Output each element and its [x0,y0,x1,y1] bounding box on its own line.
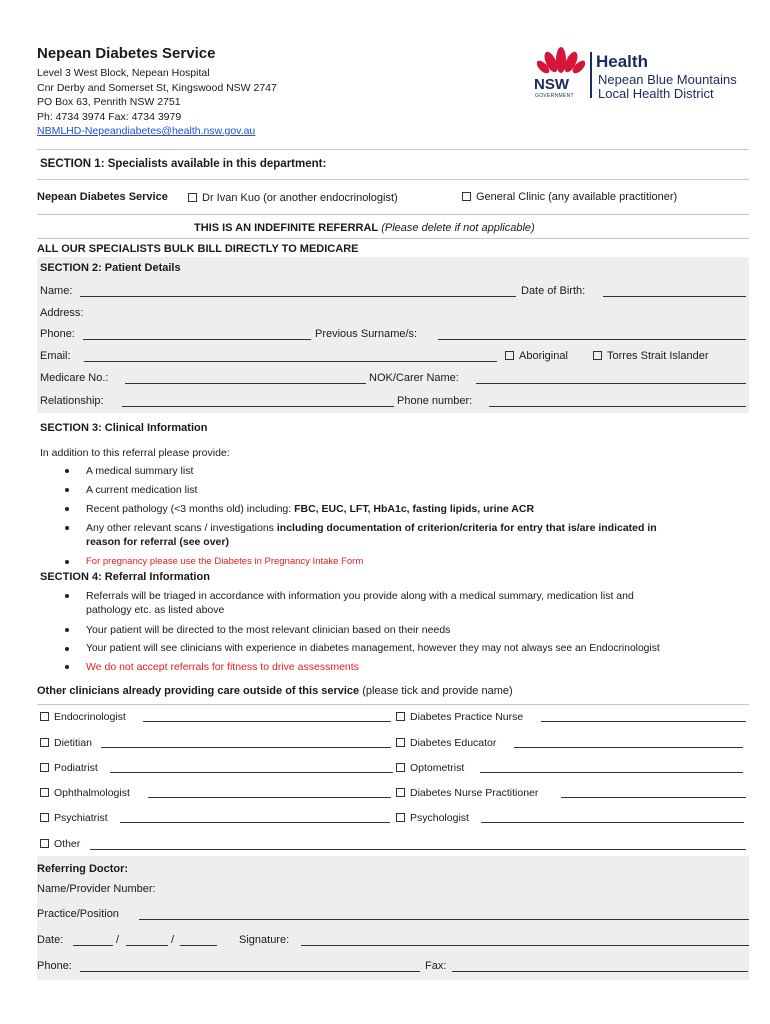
checkbox[interactable] [396,788,405,797]
list-item-continued: pathology etc. as listed above [86,604,225,616]
phone-field[interactable] [83,330,311,340]
date-day-field[interactable] [73,936,113,946]
clinician-name-field[interactable] [514,738,743,748]
clinician-nurse-practitioner[interactable]: Diabetes Nurse Practitioner [396,787,538,799]
fax-field[interactable] [452,962,748,972]
list-item: A current medication list [86,484,198,496]
divider [37,179,749,180]
list-item-continued: reason for referral (see over) [86,536,229,548]
section2-title: SECTION 2: Patient Details [40,262,181,274]
bullet-icon [65,665,69,669]
dob-label: Date of Birth: [521,285,586,297]
clinician-optometrist[interactable]: Optometrist [396,762,464,774]
logo-district-line-1: Nepean Blue Mountains [598,72,737,87]
date-month-field[interactable] [126,936,168,946]
checkbox[interactable] [40,788,49,797]
list-item: Referrals will be triaged in accordance with information you provide along with a medical summary, medication list and [86,590,634,602]
checkbox[interactable] [593,351,602,360]
logo-district-line-2: Local Health District [598,86,714,101]
name-label: Name: [40,285,73,297]
clinician-psychologist[interactable]: Psychologist [396,812,469,824]
checkbox[interactable] [396,712,405,721]
carer-phone-field[interactable] [489,397,746,407]
government-label: GOVERNMENT [535,93,574,99]
list-item: Recent pathology (<3 months old) including: FBC, EUC, LFT, HbA1c, fasting lipids, urine ACR [86,503,535,515]
bullet-icon [65,560,69,564]
carer-phone-label: Phone number: [397,395,473,407]
clinician-name-field[interactable] [148,788,391,798]
medicare-label: Medicare No.: [40,372,109,384]
clinicians-title: Other clinicians already providing care outside of this service (please tick and provide name) [37,685,513,697]
checkbox[interactable] [396,738,405,747]
date-separator: / [116,934,120,946]
list-item: Your patient will see clinicians with experience in diabetes management, however they may not always see an Endocrinologist [86,643,660,654]
clinician-name-field[interactable] [101,738,391,748]
phone-fax-line: Ph: 4734 3974 Fax: 4734 3979 [37,110,182,123]
doctor-phone-label: Phone: [37,960,72,972]
nok-label: NOK/Carer Name: [369,372,459,384]
option-dr-kuo[interactable]: Dr Ivan Kuo (or another endocrinologist) [188,192,398,204]
medicare-field[interactable] [125,374,366,384]
clinician-podiatrist[interactable]: Podiatrist [40,762,98,774]
address-line-2: Cnr Derby and Somerset St, Kingswood NSW 2747 [37,81,277,94]
torres-strait-option[interactable]: Torres Strait Islander [593,350,708,362]
bullet-icon [65,488,69,492]
previous-surname-label: Previous Surname/s: [315,328,418,340]
checkbox[interactable] [40,813,49,822]
relationship-field[interactable] [122,397,394,407]
service-title: Nepean Diabetes Service [37,45,216,62]
checkbox[interactable] [40,839,49,848]
email-link[interactable]: NBMLHD-Nepeandiabetes@health.nsw.gov.au [37,125,256,137]
clinician-name-field[interactable] [110,763,393,773]
bulk-bill-note: ALL OUR SPECIALISTS BULK BILL DIRECTLY TO MEDICARE [37,243,359,255]
email-label: Email: [40,350,71,362]
divider [37,214,749,215]
waratah-logo-icon [537,46,585,76]
address-label: Address: [40,307,84,319]
address-line-1: Level 3 West Block, Nepean Hospital [37,67,210,79]
clinician-name-field[interactable] [481,813,744,823]
clinician-name-field[interactable] [480,763,743,773]
checkbox[interactable] [396,813,405,822]
previous-surname-field[interactable] [438,330,746,340]
clinician-practice-nurse[interactable]: Diabetes Practice Nurse [396,711,523,723]
checkbox[interactable] [505,351,514,360]
date-separator: / [171,934,175,946]
bullet-icon [65,628,69,632]
practice-label: Practice/Position [37,908,119,920]
logo-health: Health [596,52,648,71]
bullet-icon [65,647,69,651]
section3-intro: In addition to this referral please provide: [40,447,230,459]
practice-field[interactable] [139,910,749,920]
relationship-label: Relationship: [40,395,104,407]
clinician-endocrinologist[interactable]: Endocrinologist [40,711,126,723]
clinician-other[interactable]: Other [40,838,80,850]
checkbox[interactable] [40,763,49,772]
section1-title: SECTION 1: Specialists available in this department: [40,158,327,170]
dob-field[interactable] [603,287,746,297]
referring-doctor-title: Referring Doctor: [37,863,129,875]
nsw-logo-text: NSW [534,76,569,93]
doctor-phone-field[interactable] [80,962,420,972]
service-label: Nepean Diabetes Service [37,191,168,203]
pregnancy-note: For pregnancy please use the Diabetes in Pregnancy Intake Form [86,556,364,567]
clinician-name-field[interactable] [541,712,746,722]
checkbox[interactable] [396,763,405,772]
fitness-drive-note: We do not accept referrals for fitness to drive assessments [86,661,359,673]
list-item: Your patient will be directed to the most relevant clinician based on their needs [86,624,451,636]
phone-label: Phone: [40,328,75,340]
list-item: Any other relevant scans / investigations including documentation of criterion/criteria for entry that is/are indicated in [86,522,657,534]
divider [37,238,749,239]
date-year-field[interactable] [180,936,217,946]
bullet-icon [65,469,69,473]
provider-number-label: Name/Provider Number: [37,883,156,895]
aboriginal-option[interactable]: Aboriginal [505,350,568,362]
nok-field[interactable] [476,374,746,384]
name-field[interactable] [80,287,516,297]
bullet-icon [65,594,69,598]
clinician-name-field[interactable] [561,788,746,798]
clinician-ophthalmologist[interactable]: Ophthalmologist [40,787,130,799]
bullet-icon [65,526,69,530]
checkbox[interactable] [462,192,471,201]
clinician-psychiatrist[interactable]: Psychiatrist [40,812,108,824]
signature-field[interactable] [301,936,749,946]
list-item: A medical summary list [86,465,194,477]
clinician-other-field[interactable] [90,840,746,850]
clinician-dietitian[interactable]: Dietitian [40,737,92,749]
address-line-3: PO Box 63, Penrith NSW 2751 [37,96,181,108]
checkbox[interactable] [40,738,49,747]
bullet-icon [65,507,69,511]
fax-label: Fax: [425,960,447,972]
divider [37,704,749,705]
logo-divider [590,52,592,98]
signature-label: Signature: [239,934,290,946]
date-label: Date: [37,934,64,946]
clinician-name-field[interactable] [120,813,390,823]
clinician-name-field[interactable] [143,712,391,722]
clinician-educator[interactable]: Diabetes Educator [396,737,496,749]
email-field[interactable] [84,352,497,362]
section3-title: SECTION 3: Clinical Information [40,422,208,434]
divider [37,149,749,150]
checkbox[interactable] [188,193,197,202]
checkbox[interactable] [40,712,49,721]
section4-title: SECTION 4: Referral Information [40,571,210,583]
option-general-clinic[interactable]: General Clinic (any available practitioner) [462,191,677,203]
indefinite-referral-note: THIS IS AN INDEFINITE REFERRAL (Please delete if not applicable) [194,222,535,234]
